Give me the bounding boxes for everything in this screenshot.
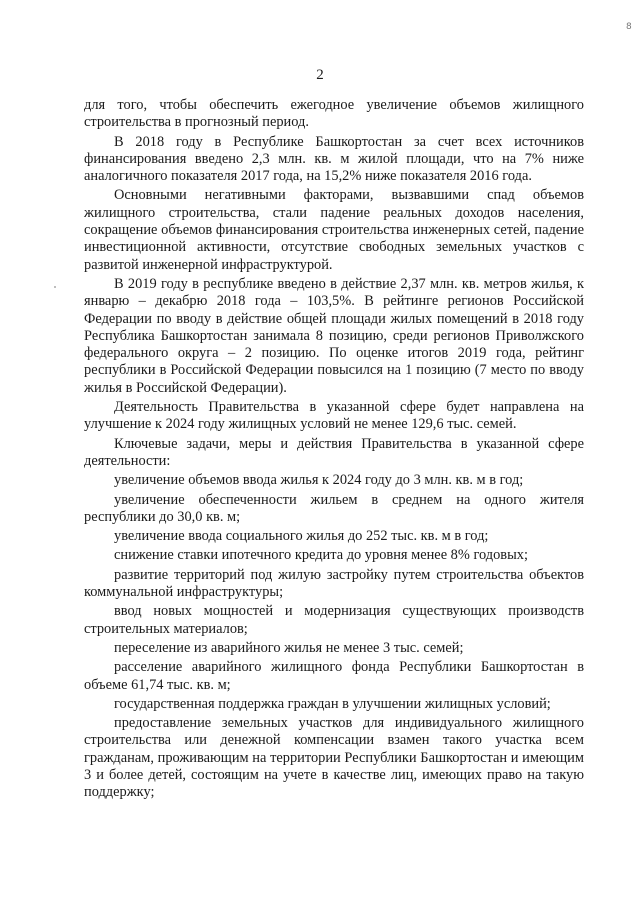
margin-mark: 8: [626, 22, 632, 32]
list-item: переселение из аварийного жилья не менее 3 тыс. семей;: [114, 639, 464, 656]
list-item: предоставление земельных участков для индивидуального жилищного строительства или денежной компенсации взамен такого участка всем гражданам, проживающим на территории Республики Башкортостан и имеющим 3 и более детей, состоящим на учете в качестве лиц, имеющих право на такую поддержку;: [84, 715, 584, 801]
list-item: увеличение обеспеченности жильем в среднем на одного жителя республики до 30,0 кв. м;: [84, 491, 584, 525]
list-item: увеличение ввода социального жилья до 252 тыс. кв. м в год;: [114, 528, 489, 545]
scan-speck: [54, 286, 56, 288]
list-item: развитие территорий под жилую застройку путем строительства объектов коммунальной инфраструктуры;: [84, 566, 584, 601]
list-item: государственная поддержка граждан в улучшении жилищных условий;: [114, 695, 551, 712]
list-item: снижение ставки ипотечного кредита до уровня менее 8% годовых;: [114, 547, 528, 564]
list-item: ввод новых мощностей и модернизация существующих производств строительных материалов;: [84, 603, 584, 637]
paragraph: Основными негативными факторами, вызвавшими спад объемов жилищного строительства, стали падение реальных доходов населения, сокращение объемов финансирования строительства инженерных сетей, падение инвестиционной активности, отсутствие свободных земельных участков с развитой инженерной инфраструктурой.: [84, 187, 584, 273]
page-number: 2: [316, 67, 324, 83]
document-body: [84, 97, 584, 802]
paragraph: В 2018 году в Республике Башкортостан за счет всех источников финансирования введено 2,3 млн. кв. м жилой площади, что на 7% ниже аналогичного показателя 2017 года, на 15,2% ниже показателя 2016 года.: [84, 133, 584, 185]
paragraph: Ключевые задачи, меры и действия Правительства в указанной сфере деятельности:: [84, 435, 584, 469]
paragraph: В 2019 году в республике введено в действие 2,37 млн. кв. метров жилья, к январю – декабрю 2018 года – 103,5%. В рейтинге регионов Российской Федерации по вводу в действие общей площади жилых помещений в 2018 году Республика Башкортостан занимала 8 позицию, среди регионов Приволжского федерального округа – 2 позицию. По оценке итогов 2019 года, рейтинг республики в Российской Федерации повысился на 1 позицию (7 место по вводу жилья в Российской Федерации).: [84, 275, 584, 396]
paragraph: для того, чтобы обеспечить ежегодное увеличение объемов жилищного строительства в прогнозный период.: [84, 97, 584, 131]
paragraph: Деятельность Правительства в указанной сфере будет направлена на улучшение к 2024 году жилищных условий не менее 129,6 тыс. семей.: [84, 399, 584, 433]
list-item: увеличение объемов ввода жилья к 2024 году до 3 млн. кв. м в год;: [114, 472, 524, 489]
list-item: расселение аварийного жилищного фонда Республики Башкортостан в объеме 61,74 тыс. кв. м;: [84, 659, 584, 693]
